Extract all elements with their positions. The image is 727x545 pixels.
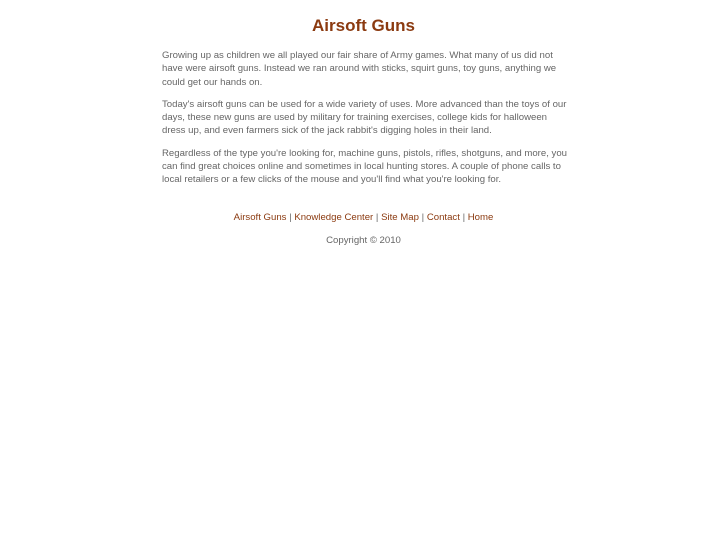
main-content (162, 49, 572, 196)
footer-separator: | (462, 212, 468, 223)
footer-link-site-map[interactable]: Site Map (381, 212, 419, 223)
page-title: Airsoft Guns (312, 16, 415, 35)
footer-nav (0, 211, 727, 224)
footer-separator: | (289, 212, 295, 223)
footer-link-home[interactable]: Home (467, 212, 494, 223)
footer-link-knowledge-center[interactable]: Knowledge Center (294, 212, 374, 223)
copyright-text: Copyright © 2010 (326, 235, 401, 246)
paragraph-buying: Regardless of the type you're looking for, machine guns, pistols, rifles, shotguns, and more, you can find great choices online and sometimes in local hunting stores. A couple of phone calls to local retailers or a few clicks of the mouse and you'll find what you're looking for. (162, 147, 567, 186)
paragraph-intro: Growing up as children we all played our fair share of Army games. What many of us did not have were airsoft guns. Instead we ran around with sticks, squirt guns, toy guns, anything we could get our hands on. (162, 50, 557, 88)
footer-separator: | (375, 212, 382, 223)
paragraph-uses: Today's airsoft guns can be used for a wide variety of uses. More advanced than the toys of our days, these new guns are used by military for training exercises, college kids for halloween dress up, and even farmers sick of the jack rabbit's digging holes in their land. (162, 98, 567, 137)
footer-separator: | (421, 212, 427, 223)
footer-link-airsoft-guns[interactable]: Airsoft Guns (233, 212, 287, 223)
footer-link-contact[interactable]: Contact (426, 212, 460, 223)
